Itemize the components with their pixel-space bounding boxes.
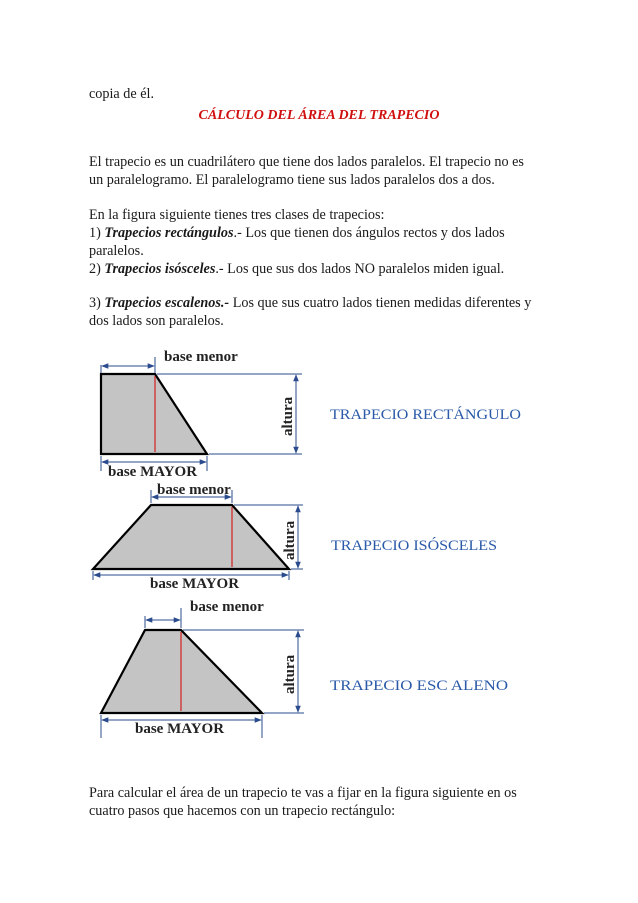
altura-label: altura (282, 520, 298, 560)
list-number: 1) (89, 225, 105, 241)
paragraph-2-line-1: En la figura siguiente tienes tres clases de trapecios: (89, 207, 385, 223)
trapecio-escaleno-diagram (101, 599, 508, 738)
base-mayor-label: base MAYOR (108, 464, 198, 480)
trapecio-isosceles-label: TRAPECIO ISÓSCELES (331, 538, 487, 554)
trapecio-rectangulo-label: TRAPECIO RECTÁNGULO (330, 407, 509, 423)
term-escalenos: Trapecios escalenos.- (104, 295, 230, 311)
trapecio-escaleno-label: TRAPECIO ESC ALENO (330, 678, 509, 694)
altura-label: altura (282, 654, 298, 694)
base-menor-label: base menor (190, 599, 264, 615)
definition-text: .- Los que sus dos lados NO paralelos miden igual. (215, 261, 505, 277)
trapecio-rectangulo-diagram (101, 349, 521, 480)
list-item-rectangulos-cont: paralelos. (89, 243, 144, 259)
base-mayor-label: base MAYOR (135, 721, 225, 737)
base-menor-label: base menor (164, 349, 238, 365)
continuation-text: copia de él. (89, 86, 154, 102)
list-number: 2) (89, 261, 105, 277)
base-mayor-label: base MAYOR (150, 576, 240, 592)
list-number: 3) (89, 295, 105, 311)
term-rectangulos: Trapecios rectángulos (104, 225, 234, 241)
right-trapezoid-shape (101, 374, 207, 454)
page-title: CÁLCULO DEL ÁREA DEL TRAPECIO (198, 108, 440, 123)
trapecio-isosceles-diagram (93, 482, 497, 592)
paragraph-1-line-1: El trapecio es un cuadrilátero que tiene dos lados paralelos. El trapecio no es (89, 154, 524, 170)
paragraph-1-line-2: un paralelogramo. El paralelogramo tiene sus lados paralelos dos a dos. (89, 172, 495, 188)
definition-text: .- Los que tienen dos ángulos rectos y dos lados (233, 225, 505, 241)
list-item-escalenos-cont: dos lados son paralelos. (89, 313, 224, 329)
closing-paragraph-line-1: Para calcular el área de un trapecio te vas a fijar en la figura siguiente en os (89, 785, 517, 801)
definition-text: Los que sus cuatro lados tienen medidas diferentes y (229, 295, 532, 311)
term-isosceles: Trapecios isósceles (104, 261, 216, 277)
altura-label: altura (280, 396, 296, 436)
closing-paragraph-line-2: cuatro pasos que hacemos con un trapecio rectángulo: (89, 803, 396, 819)
base-menor-label: base menor (157, 482, 231, 498)
isosceles-trapezoid-shape (93, 505, 289, 569)
